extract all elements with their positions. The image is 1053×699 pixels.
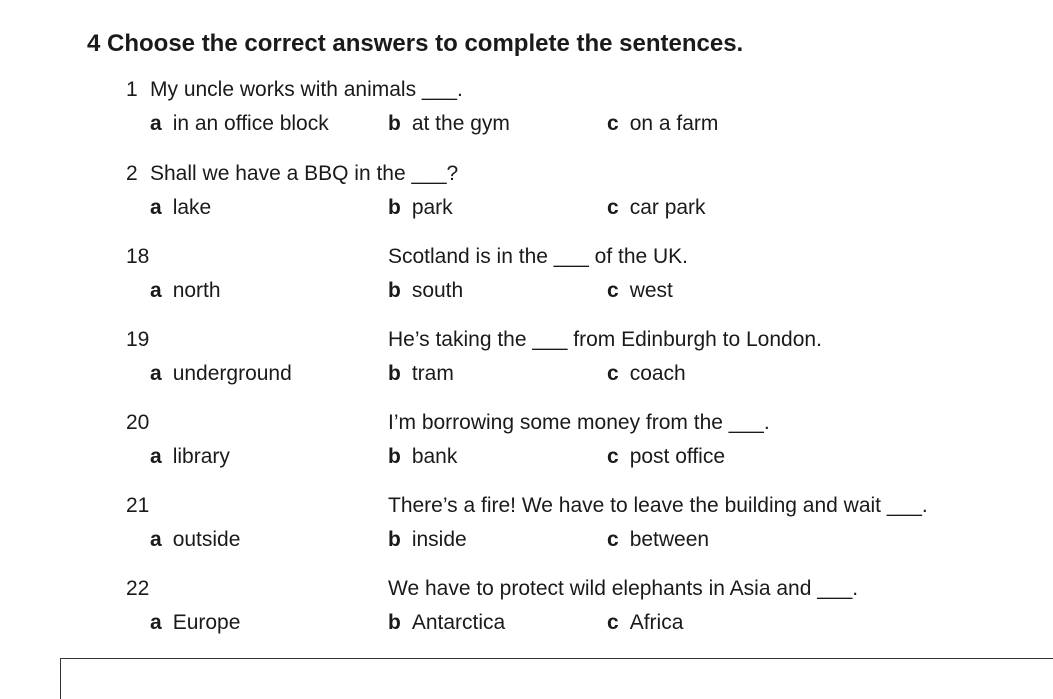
question-text: I’m borrowing some money from the ___. bbox=[388, 411, 770, 434]
question-number: 22 bbox=[126, 577, 150, 600]
option-letter: a bbox=[150, 279, 162, 302]
option-letter: c bbox=[607, 611, 619, 634]
option-text: library bbox=[172, 445, 230, 468]
option-letter: c bbox=[607, 362, 619, 385]
option-letter: b bbox=[388, 528, 401, 551]
option-text: inside bbox=[411, 528, 467, 551]
option-letter: a bbox=[150, 611, 162, 634]
option-text: at the gym bbox=[411, 112, 510, 135]
option-b[interactable] bbox=[388, 611, 505, 635]
option-text: north bbox=[172, 279, 221, 302]
option-letter: b bbox=[388, 611, 401, 634]
option-text: lake bbox=[172, 196, 212, 219]
question-number: 1 bbox=[126, 78, 138, 101]
option-letter: c bbox=[607, 112, 619, 135]
option-c[interactable] bbox=[607, 279, 673, 303]
option-text: south bbox=[411, 279, 464, 302]
option-a[interactable] bbox=[150, 528, 240, 552]
option-c[interactable] bbox=[607, 196, 706, 220]
question-text: He’s taking the ___ from Edinburgh to London. bbox=[388, 328, 822, 351]
option-letter: b bbox=[388, 445, 401, 468]
option-text: Antarctica bbox=[411, 611, 506, 634]
question-text: Shall we have a BBQ in the ___? bbox=[150, 162, 459, 185]
option-letter: b bbox=[388, 362, 401, 385]
option-letter: c bbox=[607, 528, 619, 551]
option-letter: b bbox=[388, 196, 401, 219]
option-b[interactable] bbox=[388, 362, 454, 386]
question-number: 2 bbox=[126, 162, 138, 185]
question-text: We have to protect wild elephants in Asia and ___. bbox=[388, 577, 859, 600]
question-text: My uncle works with animals ___. bbox=[150, 78, 463, 101]
question-text: There’s a fire! We have to leave the building and wait ___. bbox=[388, 494, 928, 517]
option-letter: a bbox=[150, 445, 162, 468]
option-b[interactable] bbox=[388, 445, 457, 469]
option-text: between bbox=[629, 528, 710, 551]
option-text: outside bbox=[172, 528, 241, 551]
option-b[interactable] bbox=[388, 196, 453, 220]
option-text: coach bbox=[629, 362, 686, 385]
option-a[interactable] bbox=[150, 362, 292, 386]
option-letter: c bbox=[607, 196, 619, 219]
option-text: on a farm bbox=[629, 112, 719, 135]
option-b[interactable] bbox=[388, 528, 467, 552]
exercise-title: 4 Choose the correct answers to complete the sentences. bbox=[87, 30, 744, 57]
option-letter: a bbox=[150, 362, 162, 385]
option-c[interactable] bbox=[607, 445, 725, 469]
question-number: 21 bbox=[126, 494, 150, 517]
option-text: Europe bbox=[172, 611, 241, 634]
option-c[interactable] bbox=[607, 362, 686, 386]
option-text: park bbox=[411, 196, 453, 219]
question-number: 19 bbox=[126, 328, 150, 351]
option-letter: a bbox=[150, 528, 162, 551]
option-text: post office bbox=[629, 445, 726, 468]
option-a[interactable] bbox=[150, 445, 230, 469]
option-text: underground bbox=[172, 362, 292, 385]
option-text: Africa bbox=[629, 611, 684, 634]
option-text: car park bbox=[629, 196, 706, 219]
option-letter: c bbox=[607, 279, 619, 302]
question-number: 18 bbox=[126, 245, 150, 268]
option-letter: a bbox=[150, 196, 162, 219]
option-text: bank bbox=[411, 445, 458, 468]
option-c[interactable] bbox=[607, 528, 709, 552]
question-text: Scotland is in the ___ of the UK. bbox=[388, 245, 689, 268]
option-text: in an office block bbox=[172, 112, 329, 135]
option-text: west bbox=[629, 279, 673, 302]
next-section-frame bbox=[60, 658, 1053, 699]
option-letter: c bbox=[607, 445, 619, 468]
option-text: tram bbox=[411, 362, 454, 385]
option-a[interactable] bbox=[150, 112, 329, 136]
question-number: 20 bbox=[126, 411, 150, 434]
option-b[interactable] bbox=[388, 279, 463, 303]
option-c[interactable] bbox=[607, 112, 718, 136]
option-a[interactable] bbox=[150, 196, 211, 220]
option-letter: a bbox=[150, 112, 162, 135]
option-c[interactable] bbox=[607, 611, 683, 635]
option-a[interactable] bbox=[150, 279, 221, 303]
option-letter: b bbox=[388, 112, 401, 135]
option-letter: b bbox=[388, 279, 401, 302]
option-a[interactable] bbox=[150, 611, 240, 635]
option-b[interactable] bbox=[388, 112, 510, 136]
